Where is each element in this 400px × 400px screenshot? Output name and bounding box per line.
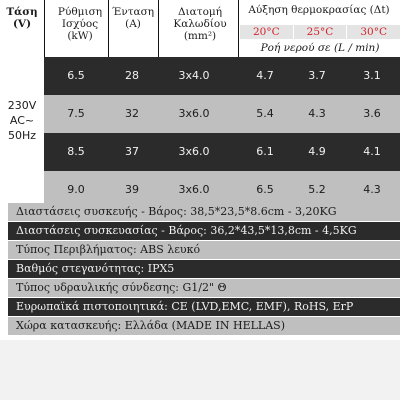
cell-current: 37	[125, 145, 139, 158]
temp-20: 20°C	[240, 25, 293, 39]
voltage-text: 230V AC~ 50Hz	[7, 99, 37, 142]
temp-30: 30°C	[347, 25, 400, 39]
divider	[108, 0, 109, 57]
cell-flow-20: 6.1	[256, 145, 274, 158]
cell-current: 39	[125, 183, 139, 196]
cell-cable: 3x6.0	[178, 183, 210, 196]
cell-flow-25: 3.7	[308, 69, 326, 82]
header-cable-label: Διατομή Καλωδίου (mm²)	[173, 6, 227, 42]
header-voltage-label: Τάση (V)	[6, 6, 38, 30]
table-row	[44, 95, 400, 133]
cell-rating: 7.5	[67, 107, 85, 120]
temp-25: 25°C	[294, 25, 347, 39]
divider	[44, 0, 45, 57]
cell-flow-30: 3.6	[363, 107, 381, 120]
spec-certificates: Ευρωπαϊκά πιστοποιητικά: CE (LVD,EMC, EMF), RoHS, ErP	[8, 298, 400, 316]
header-cable	[164, 6, 236, 42]
cell-flow-30: 3.1	[363, 69, 381, 82]
header-current-label: Ένταση (A)	[111, 6, 155, 30]
cell-current: 28	[125, 69, 139, 82]
spec-ip-rating: Βαθμός στεγανότητας: IPX5	[8, 260, 400, 278]
header-current	[108, 6, 158, 30]
spec-enclosure-type: Τύπος Περιβλήματος: ABS λευκό	[8, 241, 400, 259]
cell-flow-30: 4.1	[363, 145, 381, 158]
cell-flow-30: 4.3	[363, 183, 381, 196]
cell-flow-20: 4.7	[256, 69, 274, 82]
spec-device-dimensions: Διαστάσεις συσκευής - Βάρος: 38,5*23,5*8.6cm - 3,20KG	[8, 203, 400, 221]
cell-flow-25: 4.3	[308, 107, 326, 120]
cell-rating: 9.0	[67, 183, 85, 196]
cell-cable: 3x6.0	[178, 145, 210, 158]
spec-package-dimensions: Διαστάσεις συσκευασίας - Βάρος: 36,2*43,5*13,8cm - 4,5KG	[8, 222, 400, 240]
cell-rating: 8.5	[67, 145, 85, 158]
header-rating	[50, 6, 110, 42]
cell-current: 32	[125, 107, 139, 120]
cell-cable: 3x4.0	[178, 69, 210, 82]
voltage-label	[0, 98, 44, 143]
divider	[158, 0, 159, 57]
spec-hydraulic-connection: Τύπος υδραυλικής σύνδεσης: G1/2" Θ	[8, 279, 400, 297]
cell-rating: 6.5	[67, 69, 85, 82]
temp-boxes	[240, 25, 400, 39]
divider	[238, 0, 239, 57]
cell-cable: 3x6.0	[178, 107, 210, 120]
bottom-margin	[0, 340, 400, 400]
cell-flow-25: 5.2	[308, 183, 326, 196]
cell-flow-25: 4.9	[308, 145, 326, 158]
cell-flow-20: 5.4	[256, 107, 274, 120]
header-voltage	[0, 6, 44, 30]
table-row	[44, 57, 400, 95]
data-rows	[44, 57, 400, 209]
header-temp-rise	[240, 4, 398, 16]
table-row	[44, 133, 400, 171]
header-temp-rise-label: Αύξηση θερμοκρασίας (Δt)	[248, 4, 390, 16]
cell-flow-20: 6.5	[256, 183, 274, 196]
header-flow: Ροή νερού σε (L / min)	[260, 42, 380, 54]
spec-country: Χώρα κατασκευής: Ελλάδα (MADE IN HELLAS)	[8, 317, 400, 335]
header-rating-label: Ρύθμιση Ισχύος (kW)	[57, 6, 103, 42]
